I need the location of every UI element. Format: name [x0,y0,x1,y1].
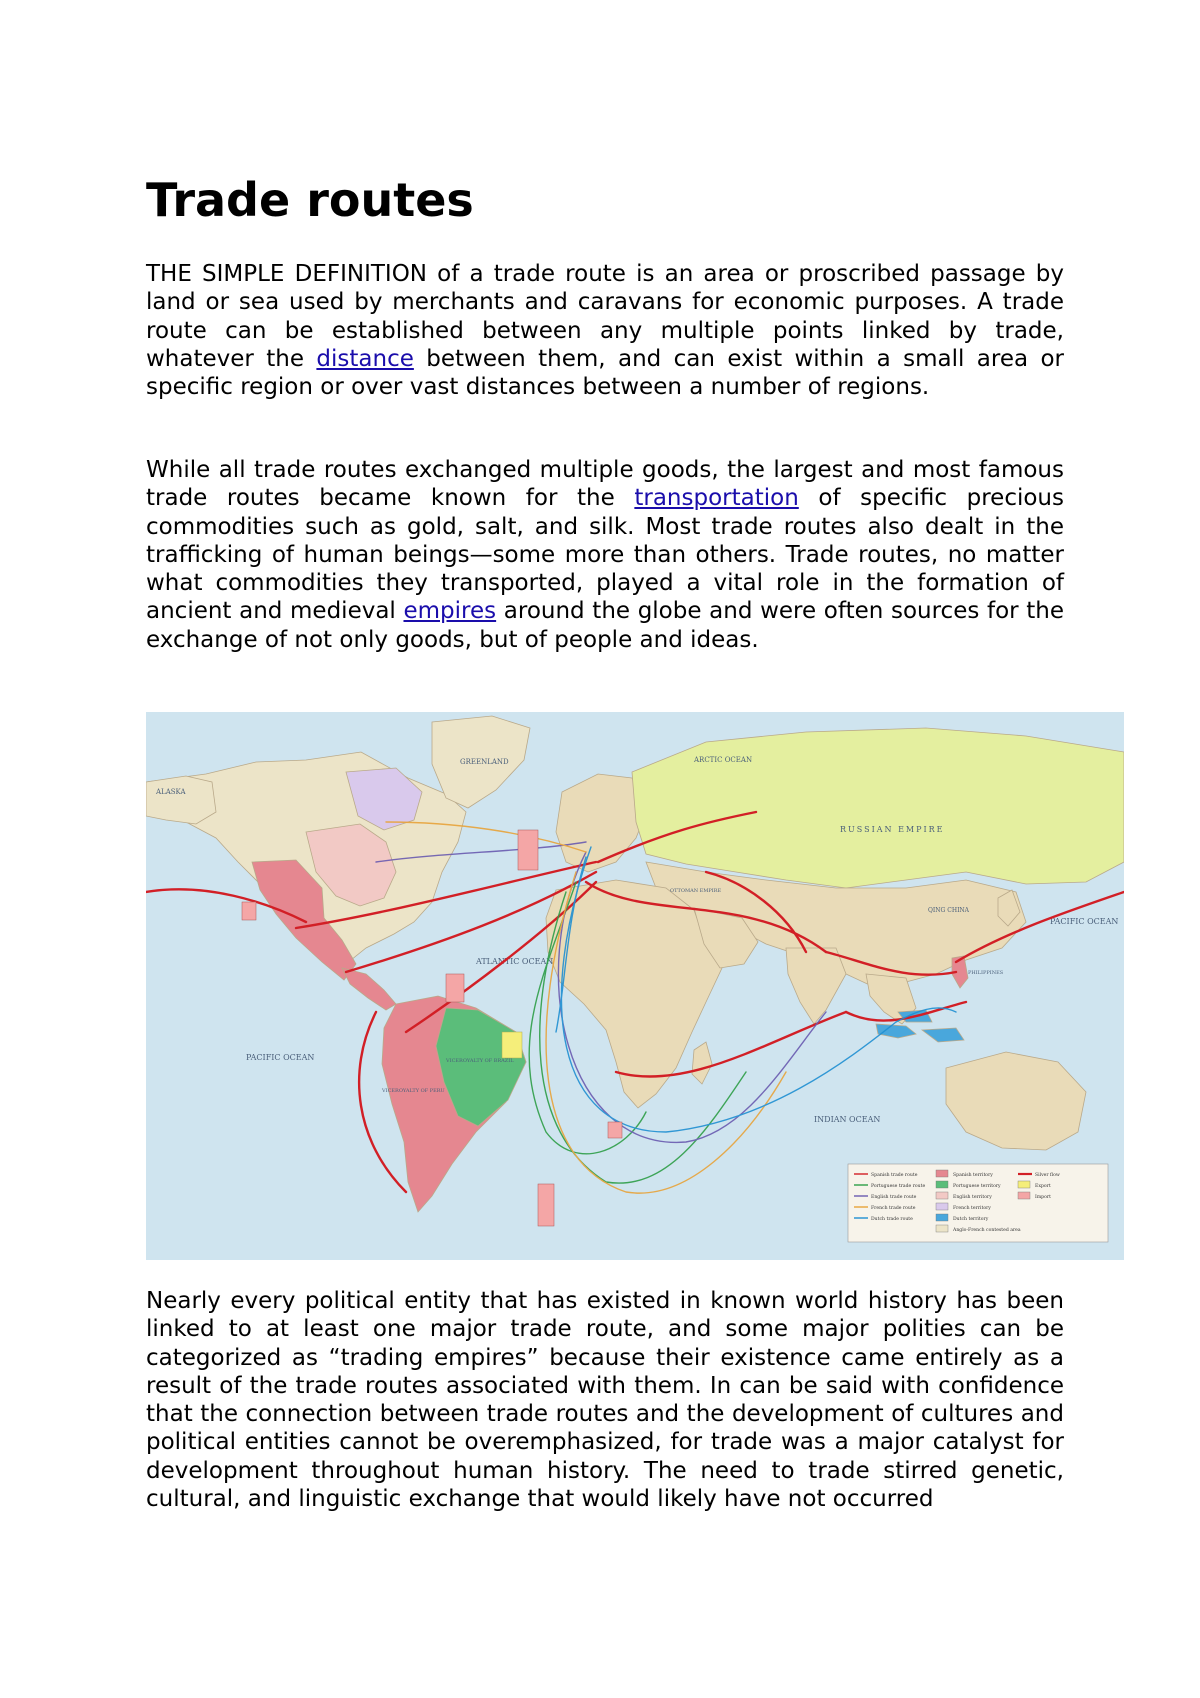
legend-swatch [1018,1181,1030,1188]
link-distance[interactable]: distance [316,345,414,372]
world-map-svg [146,712,1124,1260]
link-empires[interactable]: empires [403,598,497,625]
paragraph-text: Nearly every political entity that has existed in known world history has been linked to at least one major trade route, and some major polities can be categorized as “trading empires” because their existence came entirely as a result of the trade routes associated with them. In can be said with confidence that the connection between trade routes and the development of cultures and political entities cannot be overemphasized, for trade was a major catalyst for development throughout human history. The need to trade stirred genetic, cultural, and linguistic exchange that would likely have not occurred [146,1288,1064,1513]
paragraph-3 [146,1287,1064,1513]
alaska-landmass [146,776,216,824]
legend-label: French territory [953,1206,991,1211]
legend-swatch [936,1192,948,1199]
paragraph-text: While all trade routes exchanged multiple goods, the largest and most famous trade routes became known for the [146,457,1064,512]
label-peru: VICEROYALTY OF PERU [382,1088,445,1094]
legend-label: Portuguese trade route [871,1184,926,1189]
trade-routes-map [146,712,1124,1260]
legend-swatch [1018,1192,1030,1199]
legend-label: Silver flow [1035,1173,1060,1178]
paragraph-text: between them, and can exist within a small area or specific region or over vast distances between a number of regions. [146,345,1064,401]
export-box-brazil [502,1032,522,1058]
legend-label: Spanish territory [953,1173,993,1178]
paragraph-text: THE SIMPLE DEFINITION of a trade route is an area or proscribed passage by land or sea used by merchants and caravans for economic purposes. A trade route can be established between any multiple points linked by trade, whatever the [146,261,1064,372]
paragraph-1 [146,260,1064,401]
paragraph-text: around the globe and were often sources for the exchange of not only goods, but of people and ideas. [146,598,1064,653]
legend-label: Anglo-French contested area [953,1228,1021,1233]
legend-swatch [936,1203,948,1210]
page-title: Trade routes [146,173,474,227]
import-box-caribbean [446,974,464,1002]
legend-label: Dutch trade route [871,1217,913,1222]
import-box-cape [608,1122,622,1138]
label-brazil: VICEROYALTY OF BRAZIL [446,1058,514,1064]
legend-swatch [936,1214,948,1221]
legend-label: Import [1035,1195,1051,1200]
label-atlantic: ATLANTIC OCEAN [476,957,554,966]
label-alaska: ALASKA [156,788,186,796]
label-indian: INDIAN OCEAN [814,1115,881,1124]
import-box-southatlantic [538,1184,554,1226]
label-greenland: GREENLAND [460,758,509,766]
import-box-europe [518,830,538,870]
legend-label: French trade route [871,1206,916,1211]
paragraph-2 [146,456,1064,654]
label-philippines: PHILIPPINES [968,970,1004,976]
label-arctic: ARCTIC OCEAN [694,756,753,764]
legend-swatch [936,1170,948,1177]
legend-label: English trade route [871,1195,917,1200]
label-pacific-w: PACIFIC OCEAN [246,1053,315,1062]
legend-label: Dutch territory [953,1217,989,1222]
legend-swatch [936,1181,948,1188]
legend-label: Export [1035,1184,1051,1189]
link-transportation[interactable]: transportation [634,485,799,512]
legend-swatch [936,1225,948,1232]
label-russia: RUSSIAN EMPIRE [840,825,945,834]
label-qing: QING CHINA [928,907,970,914]
label-ottoman: OTTOMAN EMPIRE [670,888,722,894]
legend-label: Portuguese territory [953,1184,1001,1189]
legend-label: English territory [953,1195,992,1200]
paragraph-text: of specific precious commodities such as gold, salt, and silk. Most trade routes also dealt in the trafficking of human beings—some more than others. Trade routes, no matter what commodities they transported, played a vital role in the formation of ancient and medieval [146,485,1064,625]
map-legend [848,1164,1108,1242]
russian-empire [632,728,1124,888]
legend-label: Spanish trade route [871,1173,918,1178]
import-box-pacific [242,902,256,920]
label-pacific-e: PACIFIC OCEAN [1050,917,1119,926]
